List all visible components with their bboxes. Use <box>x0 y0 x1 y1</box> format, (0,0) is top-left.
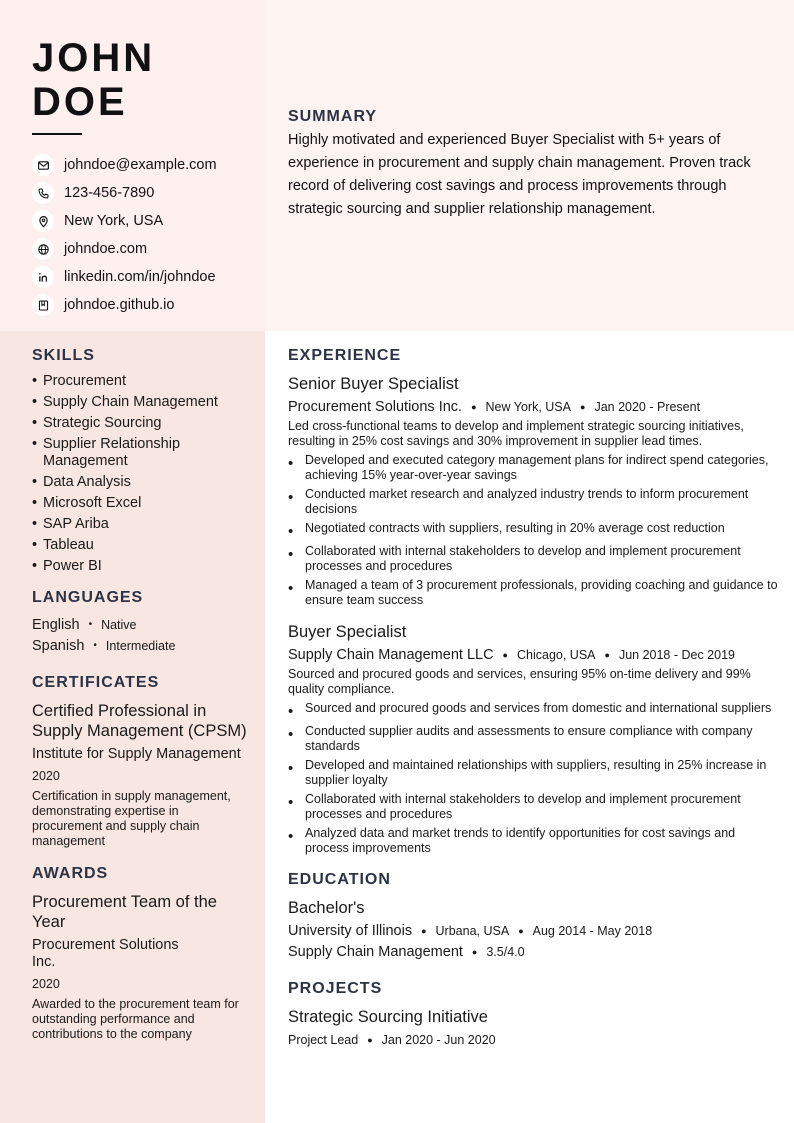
list-item: • Collaborated with internal stakeholders to develop and implement procurement processes and procedures <box>288 544 741 573</box>
experience-heading: EXPERIENCE <box>288 347 402 364</box>
languages-heading: LANGUAGES <box>32 589 144 606</box>
projects-section <box>288 980 778 1049</box>
job-entry <box>288 374 778 608</box>
language-item: Spanish • Intermediate <box>32 637 176 654</box>
list-item: • Collaborated with internal stakeholders to develop and implement procurement processes and procedures <box>288 792 741 821</box>
skills-heading: SKILLS <box>32 347 95 364</box>
list-item: • Conducted market research and analyzed industry trends to inform procurement decisions <box>288 487 749 516</box>
education-location: Urbana, USA <box>435 923 510 938</box>
language-name: Spanish <box>32 637 85 654</box>
summary-section <box>288 108 778 221</box>
skill-item: • Power BI <box>32 558 102 574</box>
project-dates: Jan 2020 - Jun 2020 <box>381 1032 496 1047</box>
job-location: Chicago, USA <box>516 647 596 662</box>
skills-section <box>32 347 247 575</box>
contact-location <box>32 207 217 235</box>
project-role: Project Lead <box>288 1032 359 1047</box>
skill-item: • Microsoft Excel <box>32 495 142 511</box>
list-item: • Negotiated contracts with suppliers, resulting in 20% average cost reduction <box>288 521 725 540</box>
sidebar-content <box>32 347 247 1042</box>
job-title: Senior Buyer Specialist <box>288 375 459 393</box>
contact-website-text: johndoe.com <box>64 241 148 257</box>
linkedin-icon <box>32 266 54 288</box>
job-entry <box>288 622 778 856</box>
github-icon <box>32 294 54 316</box>
list-item: • Managed a team of 3 procurement professionals, providing coaching and guidance to ensure team success <box>288 578 778 607</box>
list-item: • Developed and maintained relationships with suppliers, resulting in 25% increase in supplier loyalty <box>288 758 767 787</box>
certificates-section <box>32 674 247 849</box>
education-gpa: 3.5/4.0 <box>486 944 525 959</box>
language-item: English • Native <box>32 616 137 633</box>
certificate-year: 2020 <box>32 769 60 783</box>
skill-item: • SAP Ariba <box>32 516 109 532</box>
list-item: • Developed and executed category management plans for indirect spend categories, achieving 15% year-over-year savings <box>288 453 769 482</box>
job-company: Procurement Solutions Inc. <box>288 398 463 415</box>
education-dates: Aug 2014 - May 2018 <box>532 923 653 938</box>
languages-section <box>32 589 247 656</box>
job-bullets <box>288 453 778 608</box>
list-item: • Sourced and procured goods and services from domestic and international suppliers <box>288 701 772 720</box>
language-level: Native <box>101 617 137 632</box>
location-pin-icon <box>32 210 54 232</box>
job-title: Buyer Specialist <box>288 623 407 641</box>
job-description: Led cross-functional teams to develop and implement strategic sourcing initiatives, resulting in 25% cost savings and 30% improvement in supplier lead times. <box>288 419 744 448</box>
contact-github-text: johndoe.github.io <box>64 297 175 313</box>
experience-section <box>288 347 778 856</box>
awards-section <box>32 865 247 1042</box>
job-dates: Jan 2020 - Present <box>594 399 701 414</box>
list-item: • Conducted supplier audits and assessments to ensure compliance with company standards <box>288 724 753 753</box>
skill-item: • Procurement <box>32 373 127 389</box>
award-year: 2020 <box>32 977 60 991</box>
summary-heading: SUMMARY <box>288 108 378 125</box>
last-name: DOE <box>32 80 128 124</box>
award-title: Procurement Team of the Year <box>32 893 217 931</box>
certificate-title: Certified Professional in Supply Management (CPSM) <box>32 702 247 740</box>
skill-item: • Tableau <box>32 537 94 553</box>
awards-heading: AWARDS <box>32 865 109 882</box>
certificate-issuer: Institute for Supply Management <box>32 746 241 762</box>
award-description: Awarded to the procurement team for outstanding performance and contributions to the company <box>32 997 239 1041</box>
name-divider <box>32 133 82 135</box>
contact-github[interactable] <box>32 291 217 319</box>
education-degree: Bachelor's <box>288 899 365 917</box>
job-meta: Procurement Solutions Inc. ● New York, USA ● Jan 2020 - Present <box>288 398 701 415</box>
job-description: Sourced and procured goods and services, ensuring 95% on-time delivery and 99% quality compliance. <box>288 667 751 696</box>
education-heading: EDUCATION <box>288 871 391 888</box>
skill-item: • Data Analysis <box>32 474 131 490</box>
contact-linkedin[interactable] <box>32 263 217 291</box>
skill-item: • Supply Chain Management <box>32 394 218 410</box>
project-title: Strategic Sourcing Initiative <box>288 1008 488 1026</box>
contact-linkedin-text: linkedin.com/in/johndoe <box>64 269 216 285</box>
certificate-description: Certification in supply management, demonstrating expertise in procurement and supply chain management <box>32 789 231 848</box>
education-field: Supply Chain Management <box>288 943 463 960</box>
contact-website[interactable] <box>32 235 217 263</box>
contact-list <box>32 151 217 319</box>
award-issuer: Procurement Solutions Inc. <box>32 937 179 970</box>
job-bullets <box>288 701 778 856</box>
skill-item: • Strategic Sourcing <box>32 415 162 431</box>
summary-text: Highly motivated and experienced Buyer Specialist with 5+ years of experience in procurement and supply chain management. Proven track record of delivering cost savings and process improvements through strategic sourcing and supplier relationship management. <box>288 132 751 217</box>
contact-email-text: johndoe@example.com <box>64 157 217 173</box>
job-dates: Jun 2018 - Dec 2019 <box>618 647 735 662</box>
list-item: • Analyzed data and market trends to identify opportunities for cost savings and process improvements <box>288 826 736 855</box>
candidate-name <box>32 36 155 124</box>
education-school: University of Illinois <box>288 922 413 939</box>
education-field-meta: Supply Chain Management ● 3.5/4.0 <box>288 943 525 960</box>
certificates-heading: CERTIFICATES <box>32 674 160 691</box>
language-level: Intermediate <box>105 638 176 653</box>
skill-item: • Supplier Relationship Management <box>32 436 181 469</box>
job-company: Supply Chain Management LLC <box>288 646 494 663</box>
education-section <box>288 871 778 961</box>
projects-heading: PROJECTS <box>288 980 383 997</box>
language-name: English <box>32 616 80 633</box>
globe-icon <box>32 238 54 260</box>
contact-phone[interactable] <box>32 179 217 207</box>
contact-phone-text: 123-456-7890 <box>64 185 155 201</box>
main-content <box>288 347 778 1049</box>
first-name: JOHN <box>32 36 156 80</box>
contact-email[interactable] <box>32 151 217 179</box>
job-location: New York, USA <box>485 399 571 414</box>
education-meta: University of Illinois ● Urbana, USA ● Aug 2014 - May 2018 <box>288 922 653 939</box>
project-meta: Project Lead ● Jan 2020 - Jun 2020 <box>288 1032 496 1047</box>
job-meta: Supply Chain Management LLC ● Chicago, USA ● Jun 2018 - Dec 2019 <box>288 646 735 663</box>
mail-icon <box>32 154 54 176</box>
phone-icon <box>32 182 54 204</box>
contact-location-text: New York, USA <box>64 213 164 229</box>
